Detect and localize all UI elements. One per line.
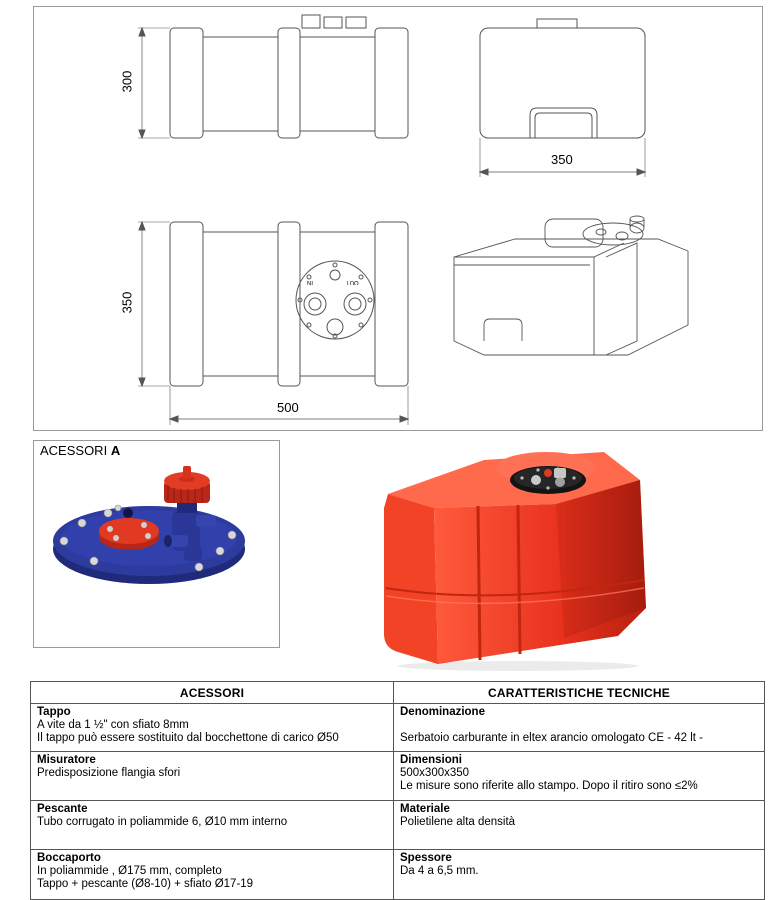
- width-dimension-label: 350: [551, 152, 573, 167]
- specifications-table: [30, 681, 765, 900]
- table-row: [31, 704, 765, 752]
- isometric-view: [454, 216, 688, 355]
- length-dimension-label: 500: [277, 400, 299, 415]
- accessories-a-title: ACESSORI A: [40, 443, 121, 458]
- table-row: [31, 850, 765, 900]
- side-view: [138, 15, 408, 138]
- spec-cell-denominazione: Denominazione Serbatoio carburante in eltex arancio omologato CE - 42 lt -: [394, 704, 765, 752]
- depth-dimension-label: 350: [119, 291, 135, 314]
- accessory-cell-boccaporto: Boccaporto In poliammide , Ø175 mm, completo Tappo + pescante (Ø8-10) + sfiato Ø17-19: [31, 850, 394, 900]
- table-row: [31, 752, 765, 801]
- plan-view: [138, 222, 408, 425]
- technical-drawing: [33, 6, 763, 431]
- table-row: [31, 801, 765, 850]
- red-fuel-tank-illustration: [378, 438, 658, 673]
- accessory-cell-tappo: Tappo A vite da 1 ½" con sfiato 8mm Il tappo può essere sostituito dal bocchettone di carico Ø50: [31, 704, 394, 752]
- accessory-cell-pescante: Pescante Tubo corrugato in poliammide 6, Ø10 mm interno: [31, 801, 394, 850]
- accessory-cell-misuratore: Misuratore Predisposizione flangia sfori: [31, 752, 394, 801]
- spec-cell-spessore: Spessore Da 4 a 6,5 mm.: [394, 850, 765, 900]
- accessories-a-box: [33, 440, 280, 648]
- port-in-label: IN: [307, 279, 313, 285]
- spec-cell-dimensioni: Dimensioni 500x300x350 Le misure sono riferite allo stampo. Dopo il ritiro sono ≤2%: [394, 752, 765, 801]
- technical-characteristics-header: CARATTERISTICHE TECNICHE: [394, 682, 765, 704]
- accessories-header: ACESSORI: [31, 682, 394, 704]
- flange-kit-illustration: [34, 441, 281, 649]
- height-dimension-label: 300: [119, 70, 135, 93]
- spec-cell-materiale: Materiale Polietilene alta densità: [394, 801, 765, 850]
- port-out-label: OUT: [346, 279, 359, 285]
